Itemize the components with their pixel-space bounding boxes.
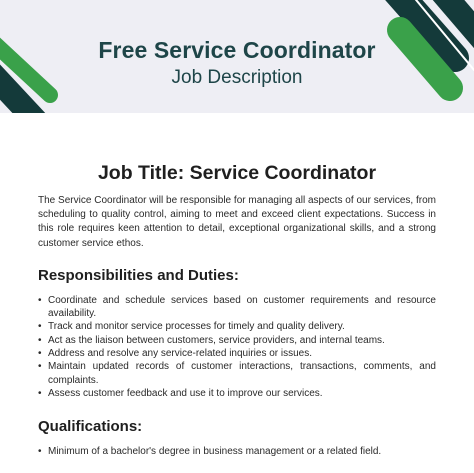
banner-title: Free Service Coordinator bbox=[98, 37, 376, 63]
list-item-text: Act as the liaison between customers, service providers, and internal teams. bbox=[48, 334, 385, 346]
list-item bbox=[38, 294, 436, 321]
list-item-text: Assess customer feedback and use it to improve our services. bbox=[48, 387, 323, 399]
bullet-icon: • bbox=[38, 348, 42, 359]
banner-subtitle: Job Description bbox=[171, 67, 303, 88]
bullet-icon: • bbox=[38, 334, 42, 346]
list-item-text: Minimum of a bachelor's degree in business management or a related field. bbox=[48, 446, 382, 458]
header-banner bbox=[0, 0, 474, 113]
list-item bbox=[38, 347, 436, 360]
job-title: Job Title: Service Coordinator bbox=[97, 162, 377, 184]
list-item bbox=[38, 334, 436, 347]
list-item-text: Track and monitor service processes for timely and quality delivery. bbox=[48, 321, 345, 333]
list-item bbox=[38, 387, 436, 400]
list-item bbox=[38, 320, 436, 333]
bullet-icon: • bbox=[38, 294, 42, 306]
document-body bbox=[38, 113, 436, 458]
list-item-text: Address and resolve any service-related inquiries or issues. bbox=[48, 348, 313, 359]
list-item bbox=[38, 445, 436, 458]
responsibilities-list bbox=[38, 294, 436, 400]
list-item bbox=[38, 360, 436, 387]
bullet-icon: • bbox=[38, 321, 42, 333]
bullet-icon: • bbox=[38, 361, 42, 373]
qualifications-list bbox=[38, 445, 436, 458]
responsibilities-heading: Responsibilities and Duties: bbox=[38, 266, 239, 284]
intro-paragraph: The Service Coordinator will be responsible for managing all aspects of our services, from scheduling to quality control, aiming to meet and exceed client expectations. Success in this role requires keen attention to detail, exceptional organizational skills, and a strong customer service ethos. bbox=[38, 195, 436, 249]
qualifications-heading: Qualifications: bbox=[38, 418, 143, 436]
list-item-text: Maintain updated records of customer interactions, transactions, comments, and complaints. bbox=[48, 361, 436, 386]
list-item-text: Coordinate and schedule services based on customer requirements and resource availability. bbox=[48, 294, 436, 320]
bullet-icon: • bbox=[38, 446, 42, 458]
bullet-icon: • bbox=[38, 387, 42, 399]
